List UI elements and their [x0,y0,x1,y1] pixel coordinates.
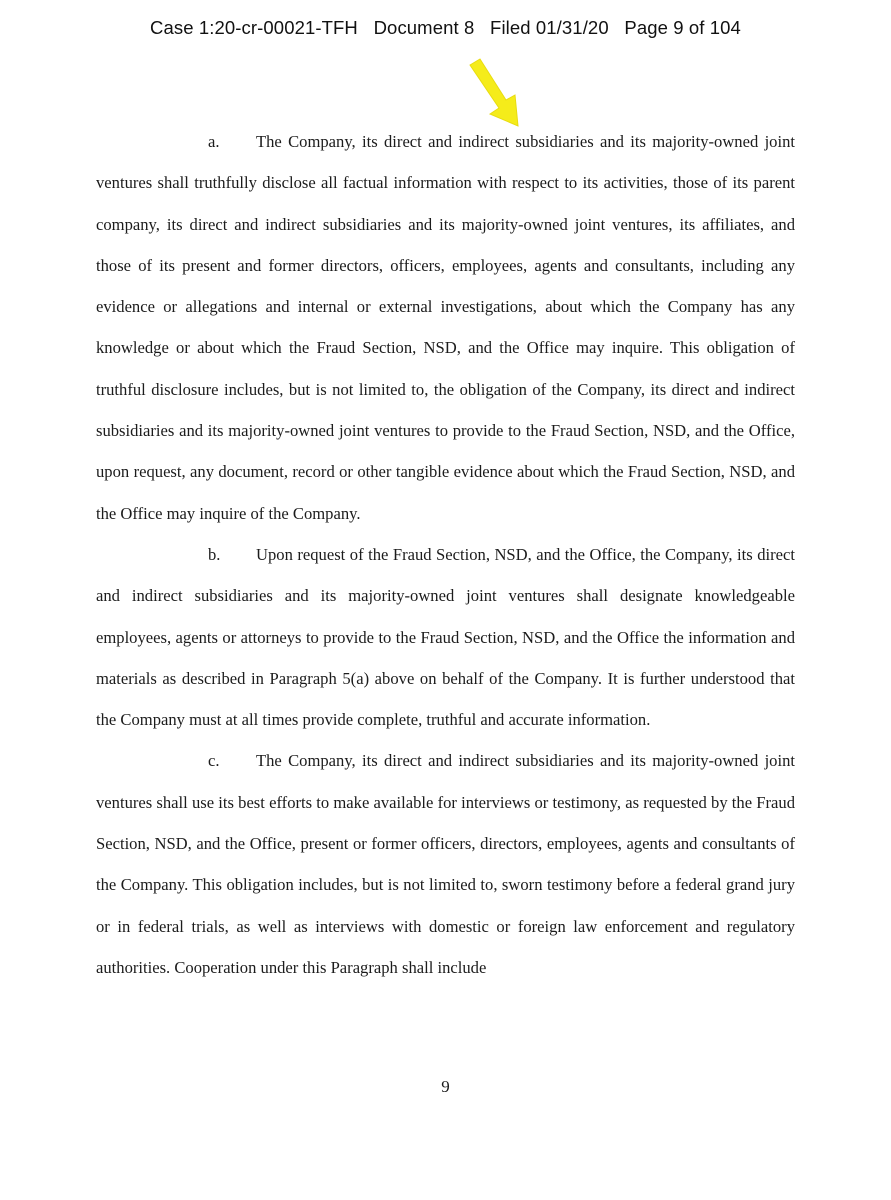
paragraph-c [96,740,795,988]
paragraph-label: a. [208,132,220,151]
paragraph-b [96,534,795,740]
arrow-shape [470,59,518,126]
page-number: 9 [441,1077,450,1096]
paragraph-text: Upon request of the Fraud Section, NSD, and the Office, the Company, its direct and indirect subsidiaries and its majority-owned joint ventures shall designate knowledgeable employees, agents or attorneys to provide to the Fraud Section, NSD, and the Office the information and materials as described in Paragraph 5(a) above on behalf of the Company. It is further understood that the Company must at all times provide complete, truthful and accurate information. [96,544,795,730]
paragraph-text: The Company, its direct and indirect subsidiaries and its majority-owned joint ventures shall use its best efforts to make available for interviews or testimony, as requested by the Fraud Section, NSD, and the Office, present or former officers, directors, employees, agents and consultants of the Company. This obligation includes, but is not limited to, sworn testimony before a federal grand jury or in federal trials, as well as interviews with domestic or foreign law enforcement and regulatory authorities. Cooperation under this Paragraph shall include [96,751,795,977]
arrow-down-right-icon [466,58,526,128]
paragraph-label: b. [208,544,221,564]
paragraph-text: The Company, its direct and indirect subsidiaries and its majority-owned joint ventures shall truthfully disclose all factual information with respect to its activities, those of its parent company, its direct and indirect subsidiaries and its majority-owned joint ventures, its affiliates, and those of its present and former directors, officers, employees, agents and consultants, including any evidence or allegations and internal or external investigations, about which the Company has any knowledge or about which the Fraud Section, NSD, and the Office may inquire. This obligation of truthful disclosure includes, but is not limited to, the obligation of the Company, its direct and indirect subsidiaries and its majority-owned joint ventures to provide to the Fraud Section, NSD, and the Office, upon request, any document, record or other tangible evidence about which the Fraud Section, NSD, and the Office may inquire of the Company. [96,132,795,523]
paragraph-a [96,121,795,534]
case-header: Case 1:20-cr-00021-TFH Document 8 Filed 01/31/20 Page 9 of 104 [150,17,741,38]
document-body [96,121,795,988]
paragraph-label: c. [208,751,220,771]
